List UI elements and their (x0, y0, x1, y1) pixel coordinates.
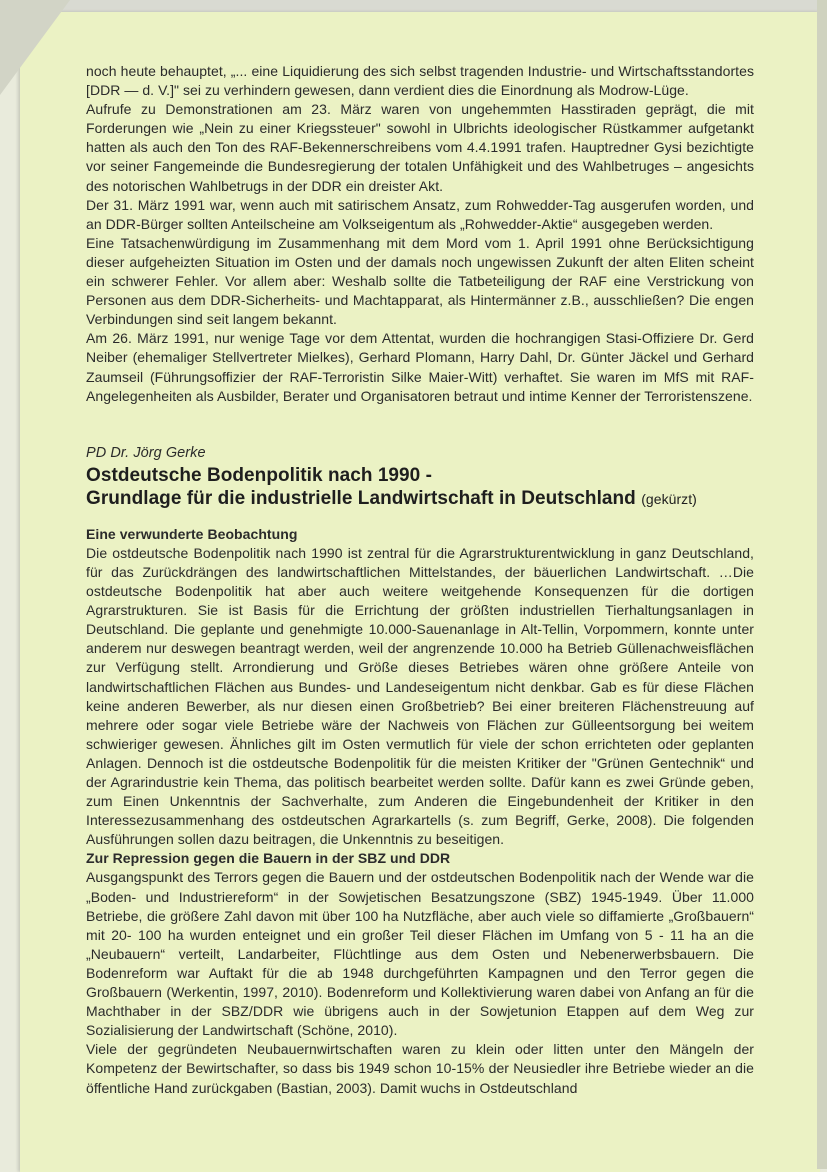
article-title-main: Grundlage für die industrielle Landwirtschaft in Deutschland (86, 487, 636, 509)
article-title-note: (gekürzt) (641, 490, 697, 507)
article-author: PD Dr. Jörg Gerke (86, 444, 206, 461)
paragraph: Ausgangspunkt des Terrors gegen die Bauern und der ostdeutschen Bodenpolitik nach der Wende war die „Boden- und Industriereform“ in der Sowjetischen Besatzungszone (SBZ) 1945-1949. Über 11.000 Betriebe, die größere Zahl davon mit über 100 ha Nutzfläche, aber auch viele so diffamierte „Großbauern“ mit 20- 100 ha wurden enteignet und ein großer Teil dieser Flächen im Umfang von 5 - 11 ha an die „Neubauern“ verteilt, Landarbeiter, Flüchtlinge aus dem Osten und Nebenerwerbsbauern. Die Bodenreform war Auftakt für die ab 1948 durchgeführten Kampagnen und den Terror gegen die Großbauern (Werkentin, 1997, 2010). Bodenreform und Kollektivierung waren dabei von Anfang an für die Machthaber in der SBZ/DDR wie übrigens auch in der Sowjetunion Etappen auf dem Weg zur Sozialisierung der Landwirtschaft (Schöne, 2010). (86, 869, 754, 1039)
paragraph: noch heute behauptet, „... eine Liquidierung des sich selbst tragenden Industrie- und Wirtschaftsstandortes [DDR — d. V.]" sei zu verhindern gewesen, dann verdient dies die Einordnung als Modrow-Lüge. (86, 63, 754, 99)
paragraph: Am 26. März 1991, nur wenige Tage vor dem Attentat, wurden die hochrangigen Stasi-Offiziere Dr. Gerd Neiber (ehemaliger Stellvertreter Mielkes), Gerhard Plomann, Harry Dahl, Dr. Günter Jäckel und Gerhard Zaumseil (Führungsoffizier der RAF-Terroristin Silke Maier-Witt) verhaftet. Sie waren im MfS mit RAF-Angelegenheiten als Ausbilder, Berater und Organisatoren betraut und intime Kenner der Terroristenszene. (86, 330, 754, 404)
folder-tab-corner (0, 0, 70, 95)
document-content (86, 62, 754, 1098)
paragraph: Eine Tatsachenwürdigung im Zusammenhang mit dem Mord vom 1. April 1991 ohne Berücksichtigung dieser aufgeheizten Situation im Osten und der damals noch ungewissen Zukunft der alten Eliten scheint ein schwerer Fehler. Vor allem aber: Weshalb sollte die Tatbeteiligung der RAF eine Verstrickung von Personen aus dem DDR-Sicherheits- und Machtapparat, als Hintermänner z.B., ausschließen? Die engen Verbindungen sind seit langem bekannt. (86, 234, 754, 328)
section-spacer (86, 406, 754, 444)
article-title-line1: Ostdeutsche Bodenpolitik nach 1990 - (86, 464, 432, 486)
section-heading: Eine verwunderte Beobachtung (86, 525, 298, 542)
section-spacer (86, 511, 754, 525)
article-title-line2 (86, 487, 754, 511)
paragraph: Die ostdeutsche Bodenpolitik nach 1990 ist zentral für die Agrarstrukturentwicklung in ganz Deutschland, für das Zurückdrängen des landwirtschaftlichen Mittelstandes, der bäuerlichen Landwirtschaft. …Die ostdeutsche Bodenpolitik hat aber auch weitere weitgehende Konsequenzen für die dortigen Agrarstrukturen. Sie ist Basis für die Errichtung der größten industriellen Tierhaltungsanlagen in Deutschland. Die geplante und genehmigte 10.000-Sauenanlage in Alt-Tellin, Vorpommern, konnte unter anderem nur deswegen beantragt werden, weil der angrenzende 10.000 ha Betrieb Güllenachweisflächen zur Verfügung stellt. Arrondierung und Größe dieses Betriebes wären ohne größere Anteile von landwirtschaftlichen Flächen aus Bundes- und Landeseigentum nicht denkbar. Gab es für diese Flächen keine anderen Bewerber, als nur diesen einen Großbetrieb? Bei einer breiteren Flächenstreuung auf mehrere oder sogar viele Betriebe wäre der Nachweis von Flächen zur Gülleentsorgung bei weitem schwieriger gewesen. Ähnliches gilt im Osten vermutlich für viele der schon errichteten oder geplanten Anlagen. Dennoch ist die ostdeutsche Bodenpolitik für die meisten Kritiker der "Grünen Gentechnik“ und der Agrarindustrie kein Thema, das politisch bearbeitet werden sollte. Dafür kann es zwei Gründe geben, zum Einen Unkenntnis der Sachverhalte, zum Anderen die Eingebundenheit der Kritiker in den Interessezusammenhang des ostdeutschen Agrarkartells (s. zum Begriff, Gerke, 2008). Die folgenden Ausführungen sollen dazu beitragen, die Unkenntnis zu beseitigen. (86, 544, 754, 848)
paragraph: Aufrufe zu Demonstrationen am 23. März waren von ungehemmten Hasstiraden geprägt, die mit Forderungen wie „Nein zu einer Kriegssteuer" sowohl in Ulbrichts ideologischer Rüstkammer aufgetankt hatten als auch den Ton des RAF-Bekennerschreibens vom 4.4.1991 trafen. Hauptredner Gysi bezichtigte vor seiner Fangemeinde die Bundesregierung der totalen Unfähigkeit und des Wahlbetruges – angesichts des notorischen Wahlbetrugs in der DDR ein dreister Akt. (86, 101, 754, 194)
section-heading: Zur Repression gegen die Bauern in der SBZ und DDR (86, 850, 451, 867)
paragraph: Viele der gegründeten Neubauernwirtschaften waren zu klein oder litten unter den Mängeln der Kompetenz der Bewirtschafter, so dass bis 1949 schon 10-15% der Neusiedler ihre Betriebe wieder an die öffentliche Hand zurückgaben (Bastian, 2003). Damit wuchs in Ostdeutschland (86, 1041, 754, 1096)
paragraph: Der 31. März 1991 war, wenn auch mit satirischem Ansatz, zum Rohwedder-Tag ausgerufen worden, und an DDR-Bürger sollten Anteilscheine am Volkseigentum als „Rohwedder-Aktie“ ausgegeben werden. (86, 196, 754, 232)
page-edge-shadow (817, 0, 827, 1169)
